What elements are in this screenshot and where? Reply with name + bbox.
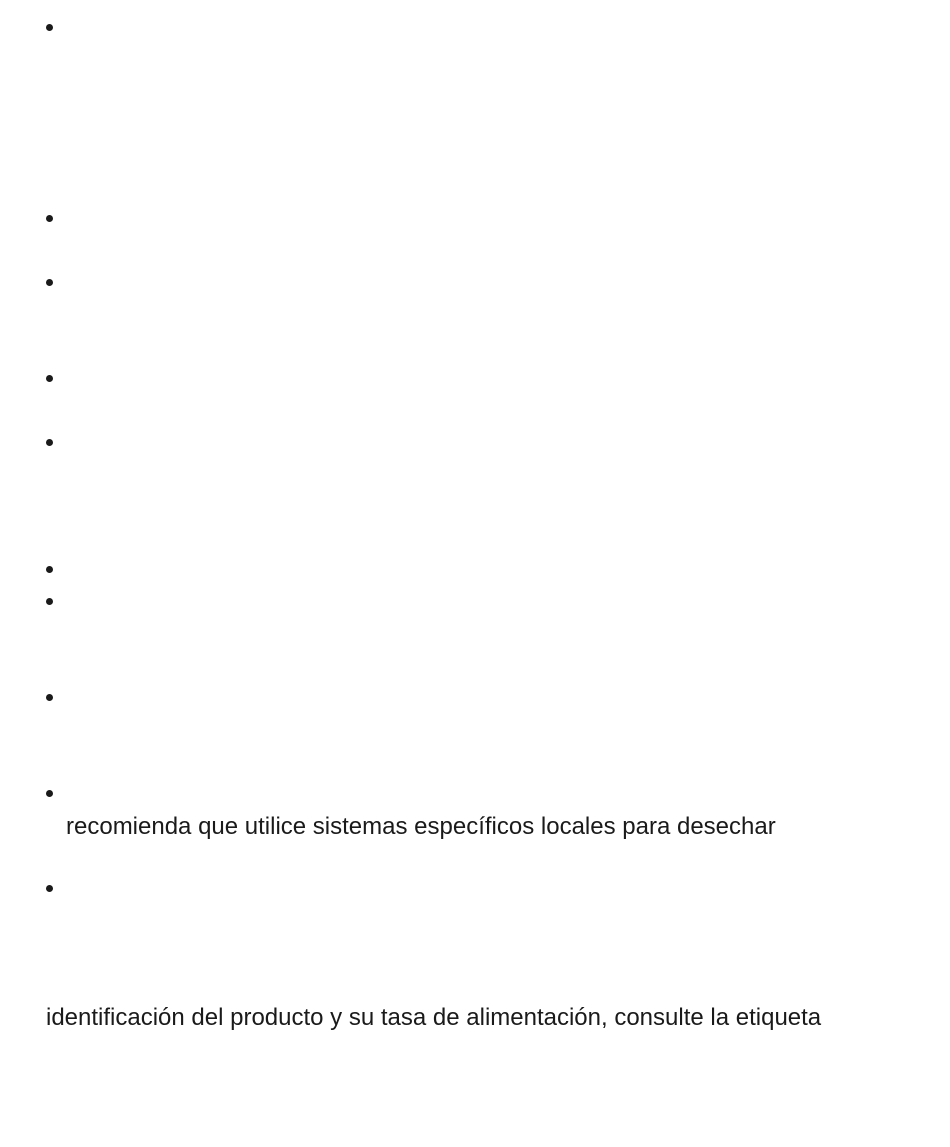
list-bullet xyxy=(46,885,53,892)
list-bullet xyxy=(46,24,53,31)
list-bullet xyxy=(46,694,53,701)
list-bullet xyxy=(46,598,53,605)
list-bullet xyxy=(46,439,53,446)
list-bullet xyxy=(46,215,53,222)
list-bullet xyxy=(46,566,53,573)
list-bullet xyxy=(46,790,53,797)
list-bullet xyxy=(46,375,53,382)
list-bullet xyxy=(46,279,53,286)
body-paragraph: identificación del producto y su tasa de alimentación, consulte la etiqueta xyxy=(46,1004,822,1031)
list-item-text: recomienda que utilice sistemas específicos locales para desechar xyxy=(66,813,776,840)
